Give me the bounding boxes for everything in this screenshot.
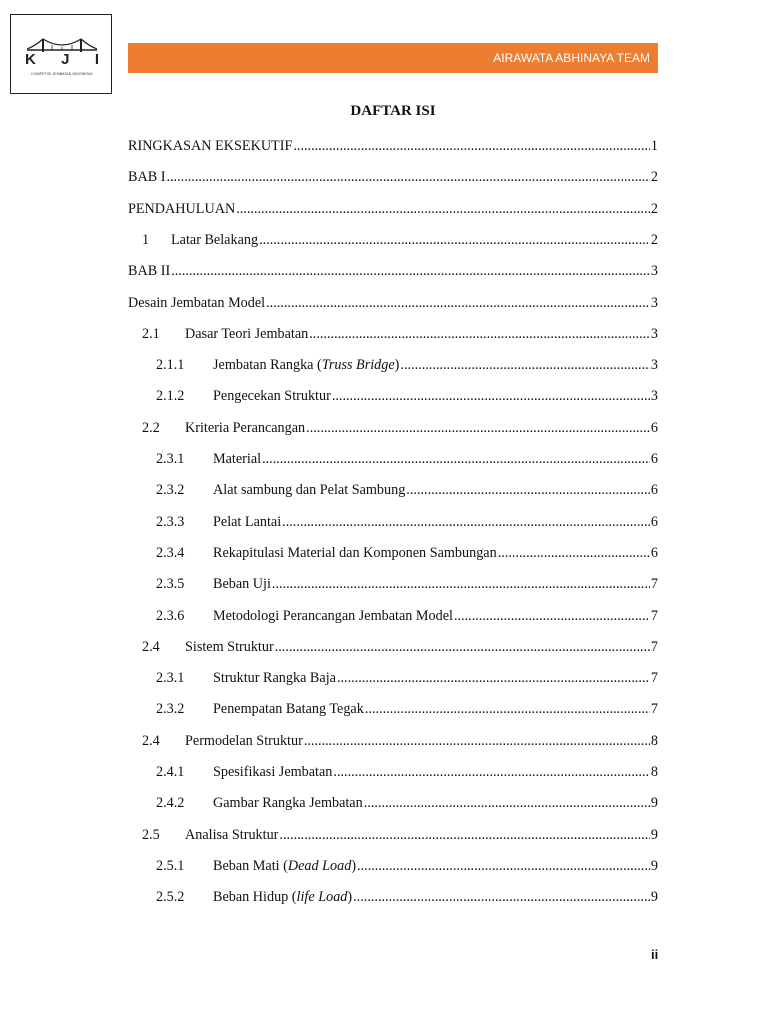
- toc-entry[interactable]: [128, 201, 658, 221]
- toc-entry-page: 3: [650, 294, 658, 311]
- toc-entry-number: 2.3.3: [156, 513, 185, 530]
- toc-entry-page: 3: [650, 388, 658, 405]
- toc-entry[interactable]: [128, 701, 658, 721]
- toc-leader-dots: [454, 608, 650, 625]
- logo-letter-i: I: [94, 51, 99, 68]
- toc-entry-title: Kriteria Perancangan: [185, 419, 306, 436]
- toc-entry-number: 2.1.1: [156, 357, 185, 374]
- toc-entry[interactable]: [128, 232, 658, 252]
- toc-entry-page: 6: [650, 544, 658, 561]
- toc-leader-dots: [309, 326, 650, 343]
- toc-entry-title: Latar Belakang: [171, 231, 259, 248]
- toc-entry[interactable]: [128, 733, 658, 753]
- toc-entry[interactable]: [128, 169, 658, 189]
- toc-entry-number: 1: [142, 231, 150, 248]
- logo-letter-k: K: [25, 51, 36, 68]
- toc-entry[interactable]: [128, 263, 658, 283]
- toc-entry-page: 9: [650, 889, 658, 906]
- toc-leader-dots: [166, 169, 649, 186]
- toc-entry-page: 7: [650, 670, 658, 687]
- toc-entry-page: 8: [650, 764, 658, 780]
- toc-entry[interactable]: [128, 388, 658, 408]
- toc-leader-dots: [353, 889, 650, 906]
- page-number: ii: [651, 947, 659, 962]
- toc-entry[interactable]: [128, 670, 658, 690]
- toc-entry-number: 2.4: [142, 732, 160, 749]
- toc-entry-page: 6: [650, 419, 658, 436]
- toc-entry-page: 7: [650, 638, 658, 655]
- toc-entry-number: 2.4.2: [156, 795, 185, 812]
- toc-entry-title: Metodologi Perancangan Jembatan Model: [213, 607, 453, 624]
- toc-entry-title: BAB II: [128, 263, 171, 280]
- toc-entry-title: Spesifikasi Jembatan: [213, 764, 333, 780]
- toc-entry-page: 9: [650, 826, 658, 843]
- toc-entry-page: 3: [650, 325, 658, 342]
- toc-leader-dots: [282, 514, 650, 531]
- toc-entry-page: 6: [650, 482, 658, 499]
- toc-leader-dots: [337, 670, 650, 687]
- toc-entry-page: 1: [650, 138, 658, 154]
- toc-entry[interactable]: [128, 357, 658, 377]
- header-bar: [128, 43, 658, 73]
- toc-leader-dots: [275, 639, 650, 656]
- toc-entry-page: 9: [650, 795, 658, 812]
- toc-entry-title: PENDAHULUAN: [128, 200, 236, 217]
- toc-leader-dots: [304, 733, 650, 750]
- toc-entry-title: Pelat Lantai: [213, 513, 282, 530]
- toc-entry-number: 2.4.1: [156, 764, 185, 780]
- toc-leader-dots: [406, 482, 650, 499]
- toc-entry-title: Desain Jembatan Model: [128, 294, 266, 311]
- toc-leader-dots: [279, 827, 650, 844]
- toc-entry-page: 8: [650, 732, 658, 749]
- toc-entry-number: 2.4: [142, 638, 160, 655]
- toc-leader-dots: [332, 388, 650, 405]
- toc-entry-number: 2.2: [142, 419, 160, 436]
- toc-leader-dots: [365, 701, 650, 718]
- toc-entry-number: 2.3.1: [156, 670, 185, 687]
- toc-entry[interactable]: [128, 608, 658, 628]
- toc-entry[interactable]: [128, 576, 658, 596]
- toc-leader-dots: [400, 357, 650, 374]
- toc-entry-title: Pengecekan Struktur: [213, 388, 331, 405]
- toc-entry[interactable]: [128, 514, 658, 534]
- toc-leader-dots: [262, 451, 650, 468]
- toc-leader-dots: [266, 295, 650, 312]
- toc-leader-dots: [498, 545, 650, 562]
- toc-leader-dots: [236, 201, 650, 218]
- toc-entry-number: 2.3.4: [156, 544, 185, 561]
- toc-entry-number: 2.3.5: [156, 576, 185, 593]
- toc-entry-number: 2.5.2: [156, 889, 185, 906]
- toc-entry-page: 2: [650, 169, 658, 186]
- toc-entry-title: Beban Uji: [213, 576, 271, 593]
- toc-entry-title: Jembatan Rangka (Truss Bridge): [213, 357, 400, 374]
- toc-entry-number: 2.5.1: [156, 857, 185, 874]
- toc-leader-dots: [364, 795, 650, 812]
- toc-entry-number: 2.3.6: [156, 607, 185, 624]
- toc-leader-dots: [259, 232, 650, 249]
- toc-entry-title: Gambar Rangka Jembatan: [213, 795, 363, 812]
- toc-entry-page: 9: [650, 857, 658, 874]
- toc-leader-dots: [272, 576, 650, 593]
- toc-entry-number: 2.1: [142, 325, 160, 342]
- toc-entry-page: 7: [650, 576, 658, 593]
- toc-entry-number: 2.3.2: [156, 701, 185, 718]
- toc-entry-page: 2: [650, 231, 658, 248]
- toc-entry-title: Alat sambung dan Pelat Sambung: [213, 482, 406, 499]
- toc-entry[interactable]: [128, 639, 658, 659]
- team-name: AIRAWATA ABHINAYA TEAM: [493, 51, 650, 65]
- toc-leader-dots: [171, 263, 650, 280]
- toc-entry[interactable]: [128, 764, 658, 784]
- toc-entry-page: 3: [650, 357, 658, 374]
- toc-entry[interactable]: [128, 326, 658, 346]
- toc-leader-dots: [306, 420, 650, 437]
- toc-entry-title: Penempatan Batang Tegak: [213, 701, 364, 718]
- toc-entry[interactable]: [128, 138, 658, 158]
- toc-entry-title: Analisa Struktur: [185, 826, 279, 843]
- logo-letter-j: J: [61, 51, 70, 68]
- toc-entry-title: Struktur Rangka Baja: [213, 670, 336, 687]
- logo-letters: [25, 51, 99, 68]
- toc-entry[interactable]: [128, 889, 658, 909]
- toc-entry-title: Beban Mati (Dead Load): [213, 857, 357, 874]
- toc-entry-page: 6: [650, 513, 658, 530]
- toc-entry-title: Beban Hidup (life Load): [213, 889, 353, 906]
- toc-entry[interactable]: [128, 451, 658, 471]
- toc-entry[interactable]: [128, 420, 658, 440]
- toc-entry-number: 2.3.1: [156, 451, 185, 467]
- toc-entry-title: Rekapitulasi Material dan Komponen Sambungan: [213, 544, 497, 561]
- logo-subtitle: KOMPETISI JEMBATAN INDONESIA: [31, 72, 93, 76]
- toc-entry-number: 2.3.2: [156, 482, 185, 499]
- toc-entry[interactable]: [128, 858, 658, 878]
- toc-entry-title: RINGKASAN EKSEKUTIF: [128, 138, 293, 154]
- toc-entry-number: 2.5: [142, 826, 160, 843]
- toc-entry-page: 3: [650, 263, 658, 280]
- toc-entry[interactable]: [128, 545, 658, 565]
- toc-entry[interactable]: [128, 295, 658, 315]
- toc-entry-title: Permodelan Struktur: [185, 732, 303, 749]
- toc-entry-title: Sistem Struktur: [185, 638, 274, 655]
- toc-entry-number: 2.1.2: [156, 388, 185, 405]
- toc-entry[interactable]: [128, 482, 658, 502]
- toc-entry-page: 7: [650, 701, 658, 718]
- toc-entry[interactable]: [128, 795, 658, 815]
- page-title: DAFTAR ISI: [350, 103, 436, 119]
- toc-entry-page: 7: [650, 607, 658, 624]
- toc-leader-dots: [333, 764, 650, 781]
- toc-leader-dots: [357, 858, 650, 875]
- toc-entry-page: 6: [650, 451, 658, 467]
- toc-entry-page: 2: [650, 200, 658, 217]
- kji-logo: [10, 14, 112, 94]
- toc-leader-dots: [293, 138, 650, 155]
- toc-entry-title: Dasar Teori Jembatan: [185, 325, 309, 342]
- toc-entry-title: Material: [213, 451, 262, 467]
- toc-entry-title: BAB I: [128, 169, 166, 186]
- toc-entry[interactable]: [128, 827, 658, 847]
